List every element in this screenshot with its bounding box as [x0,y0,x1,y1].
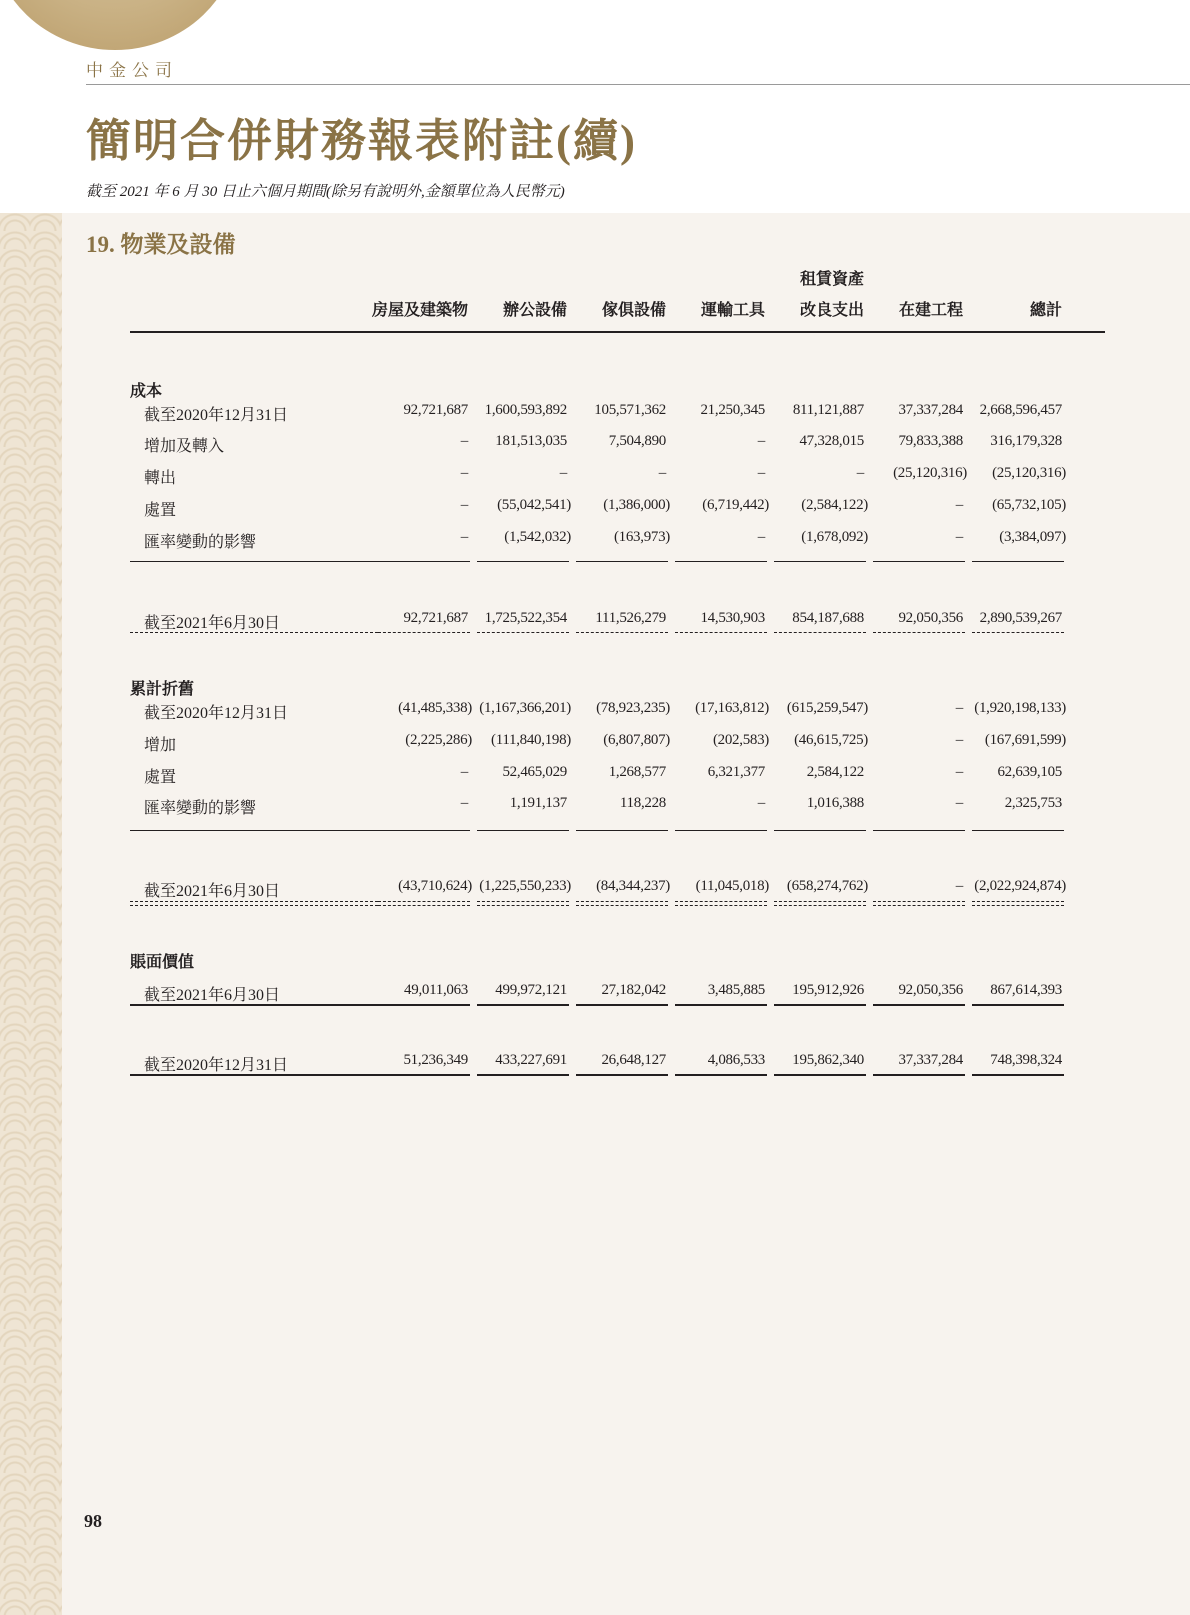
cell-value: 854,187,688 [792,610,864,626]
table-rule [972,632,1064,633]
company-name: 中金公司 [86,61,178,80]
cell-value: – [460,497,468,513]
table-rule [130,632,378,633]
cell-value: 1,725,522,354 [484,610,567,626]
table-rule [972,561,1064,562]
table-rule [675,1074,767,1076]
cell-value: (1,678,092) [801,529,868,545]
table-rule [130,830,378,831]
table-rule [576,1074,668,1076]
cell-value: 181,513,035 [495,433,567,449]
cell-value: – [757,465,765,481]
table-rule [477,901,569,902]
col-header-total: 總計 [1029,302,1062,319]
col-header-furniture: 傢俱設備 [601,302,666,319]
cell-value: – [955,732,963,748]
cell-value: (1,542,032) [504,529,571,545]
property-equipment-table [130,0,1105,1615]
cell-value: (658,274,762) [786,878,868,894]
cell-value: – [955,878,963,894]
table-rule [576,905,668,906]
table-rule [774,632,866,633]
col-header-leasehold-1: 租賃資產 [799,271,864,288]
col-header-vehicles: 運輸工具 [700,302,765,319]
cell-value: 21,250,345 [700,402,765,418]
cell-value: 7,504,890 [608,433,666,449]
cell-value: 49,011,063 [404,982,468,998]
table-row-total [130,982,1105,1004]
cell-value: 79,833,388 [898,433,963,449]
cell-value: (43,710,624) [398,878,472,894]
cell-value: 4,086,533 [707,1052,765,1068]
table-rule [774,561,866,562]
table-rule [675,905,767,906]
cell-value: (2,022,924,874) [974,878,1066,894]
table-row-total [130,1052,1105,1074]
cell-value: (202,583) [712,732,769,748]
cell-value: (1,225,550,233) [479,878,571,894]
cell-value: 499,972,121 [495,982,567,998]
cell-value: – [757,795,765,811]
cell-value: – [955,700,963,716]
cell-value: (46,615,725) [794,732,868,748]
cell-value: – [955,497,963,513]
cell-value: – [559,465,567,481]
table-rule [972,905,1064,906]
table-rule [477,561,569,562]
table-row [130,732,1105,754]
cell-value: – [757,529,765,545]
col-header-leasehold-2: 改良支出 [799,302,864,319]
cell-value: (6,807,807) [603,732,670,748]
row-label: 增加 [144,737,177,754]
cell-value: (65,732,105) [992,497,1066,513]
table-rule [774,1004,866,1006]
cell-value: – [460,795,468,811]
row-label: 截至2021年6月30日 [144,615,281,632]
cell-value: (2,225,286) [405,732,472,748]
cell-value: (1,920,198,133) [974,700,1066,716]
table-rule [130,901,378,902]
table-rule [576,1004,668,1006]
table-row [130,433,1105,455]
group-carrying-value: 賬面價值 [130,954,195,971]
cell-value: 92,050,356 [898,610,963,626]
cell-value: 1,600,593,892 [484,402,567,418]
cell-value: (84,344,237) [596,878,670,894]
cell-value: – [460,433,468,449]
cell-value: 51,236,349 [403,1052,468,1068]
cell-value: (3,384,097) [999,529,1066,545]
table-row-total [130,878,1105,900]
cell-value: 62,639,105 [997,764,1062,780]
cell-value: 748,398,324 [990,1052,1062,1068]
row-label: 處置 [144,502,177,519]
cell-value: – [955,529,963,545]
col-header-construction: 在建工程 [898,302,963,319]
table-row [130,795,1105,817]
cell-value: 811,121,887 [792,402,864,418]
cell-value: 118,228 [619,795,666,811]
cell-value: (41,485,338) [398,700,472,716]
table-rule [774,830,866,831]
table-row [130,402,1105,424]
cell-value: 14,530,903 [700,610,765,626]
cell-value: (2,584,122) [801,497,868,513]
cell-value: 195,862,340 [792,1052,864,1068]
table-rule [675,561,767,562]
cell-value: 316,179,328 [990,433,1062,449]
table-rule [873,1074,965,1076]
table-rule [378,905,470,906]
cell-value: – [757,433,765,449]
cell-value: 37,337,284 [898,1052,963,1068]
table-rule [130,1004,378,1006]
cell-value: 92,721,687 [403,402,468,418]
cell-value: (163,973) [613,529,670,545]
cell-value: 37,337,284 [898,402,963,418]
cell-value: 1,268,577 [608,764,666,780]
table-rule [378,561,470,562]
row-label: 截至2020年12月31日 [144,407,289,424]
table-rule [873,905,965,906]
table-rule [576,830,668,831]
table-rule [774,1074,866,1076]
cell-value: (78,923,235) [596,700,670,716]
table-rule [873,561,965,562]
row-label: 增加及轉入 [144,438,225,455]
table-rule [378,632,470,633]
row-label: 截至2021年6月30日 [144,883,281,900]
cell-value: 27,182,042 [601,982,666,998]
table-rule [477,1074,569,1076]
cell-value: 2,890,539,267 [979,610,1062,626]
cell-value: 1,191,137 [509,795,567,811]
group-depreciation: 累計折舊 [130,681,195,698]
table-rule [378,830,470,831]
cell-value: – [658,465,666,481]
page-title: 簡明合併財務報表附註(續) [86,116,637,166]
table-rule [873,1004,965,1006]
table-row [130,529,1105,551]
cell-value: 26,648,127 [601,1052,666,1068]
table-rule [477,632,569,633]
table-row [130,465,1105,487]
table-rule [477,1004,569,1006]
row-label: 截至2021年6月30日 [144,987,281,1004]
cell-value: (615,259,547) [786,700,868,716]
table-rule [972,1074,1064,1076]
table-rule [675,1004,767,1006]
cell-value: 1,016,388 [806,795,864,811]
cell-value: (25,120,316) [893,465,967,481]
table-rule [378,1004,470,1006]
table-rule [378,1074,470,1076]
cell-value: 52,465,029 [502,764,567,780]
cell-value: 111,526,279 [595,610,666,626]
table-row [130,764,1105,786]
cell-value: (55,042,541) [497,497,571,513]
row-label: 截至2020年12月31日 [144,1057,289,1074]
cell-value: (17,163,812) [695,700,769,716]
table-rule [873,901,965,902]
page-number: 98 [84,1511,102,1531]
row-label: 處置 [144,769,177,786]
cell-value: (1,167,366,201) [479,700,571,716]
cell-value: 3,485,885 [707,982,765,998]
table-rule [130,1074,378,1076]
table-rule [972,830,1064,831]
table-rule [130,561,378,562]
table-rule [873,830,965,831]
cell-value: – [955,764,963,780]
table-rule [130,905,378,906]
decorative-pattern [0,213,62,1615]
table-rule [477,830,569,831]
cell-value: (11,045,018) [695,878,769,894]
cell-value: (6,719,442) [702,497,769,513]
cell-value: (1,386,000) [603,497,670,513]
cell-value: 6,321,377 [707,764,765,780]
cell-value: – [460,529,468,545]
cell-value: 92,050,356 [898,982,963,998]
page-subtitle: 截至 2021 年 6 月 30 日止六個月期間(除另有說明外,金額單位為人民幣元) [86,184,565,200]
table-rule [576,901,668,902]
cell-value: – [955,795,963,811]
cell-value: 2,584,122 [806,764,864,780]
cell-value: 2,668,596,457 [979,402,1062,418]
table-rule [774,905,866,906]
row-label: 轉出 [144,470,177,487]
cell-value: 105,571,362 [594,402,666,418]
table-rule [972,1004,1064,1006]
col-header-office-equipment: 辦公設備 [502,302,567,319]
col-header-buildings: 房屋及建築物 [371,302,468,319]
row-label: 匯率變動的影響 [144,800,257,817]
table-rule [378,901,470,902]
section-title: 19. 物業及設備 [86,232,236,257]
cell-value: 867,614,393 [990,982,1062,998]
cell-value: (25,120,316) [992,465,1066,481]
row-label: 截至2020年12月31日 [144,705,289,722]
row-label: 匯率變動的影響 [144,534,257,551]
cell-value: 433,227,691 [495,1052,567,1068]
table-rule [576,561,668,562]
cell-value: – [856,465,864,481]
table-row [130,497,1105,519]
group-cost: 成本 [130,383,163,400]
cell-value: 47,328,015 [799,433,864,449]
cell-value: – [460,465,468,481]
table-rule [675,830,767,831]
cell-value: 92,721,687 [403,610,468,626]
table-rule [477,905,569,906]
header-rule [130,331,1105,333]
cell-value: 195,912,926 [792,982,864,998]
table-row-total [130,610,1105,632]
table-rule [576,632,668,633]
cell-value: (167,691,599) [984,732,1066,748]
cell-value: 2,325,753 [1004,795,1062,811]
table-rule [675,901,767,902]
table-rule [774,901,866,902]
table-rule [873,632,965,633]
table-row [130,700,1105,722]
table-rule [675,632,767,633]
table-rule [972,901,1064,902]
cell-value: – [460,764,468,780]
cell-value: (111,840,198) [491,732,571,748]
